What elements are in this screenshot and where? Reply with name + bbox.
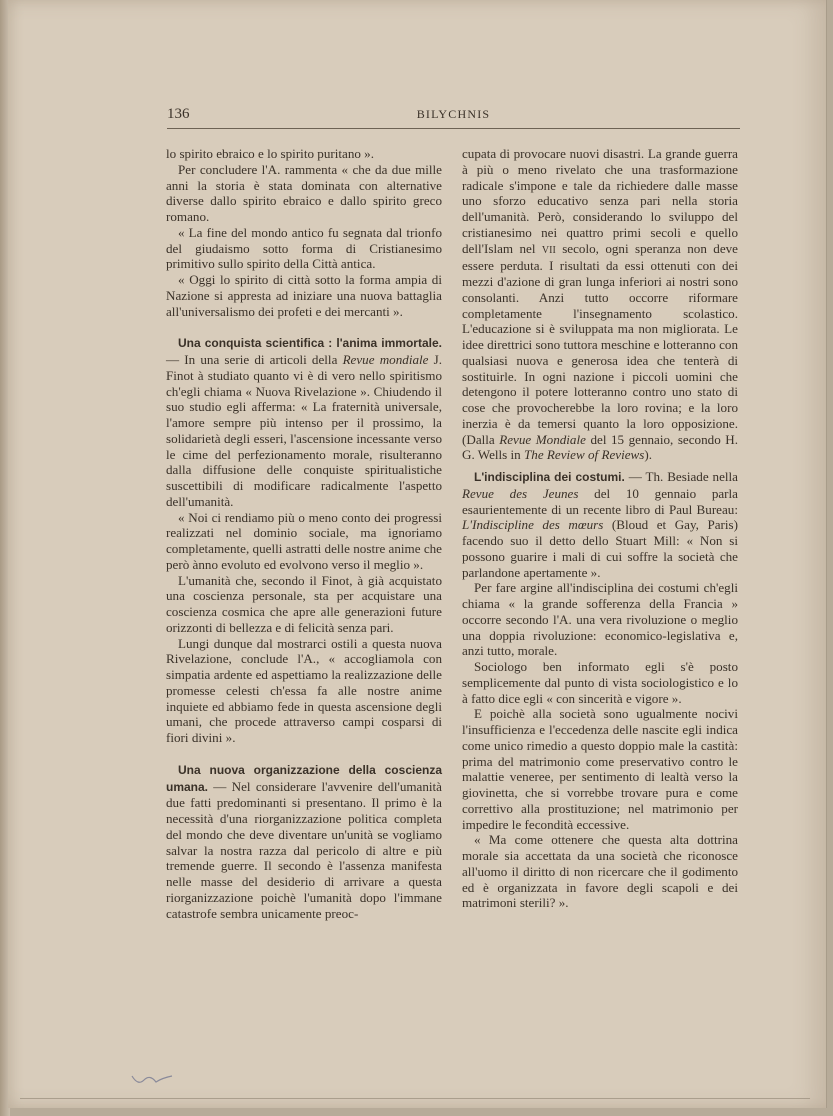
- text-run: secolo, ogni speranza non deve essere perduta. I risultati da essi ottenuti con dei mezzi d'azione di gran lunga inferiori ai nostri sono consolanti. Anzi tutto occorre riformare completamente l'insegnamento scolastico. L'educazione si è sviluppata ma non migliorata. Le idee direttrici sono tuttora meschine e lotteranno con qualsiasi nuova e generosa idea che tenterà di sostituirle. In ogni nazione i piccoli uomini che detengono il potere lotteranno contro uno stato di cose che provocherebbe la loro rovina; e la loro inerzia è da temersi quanto la loro opposizione. (Dalla: [462, 240, 738, 447]
- right-column: [462, 146, 738, 911]
- page-header: [167, 106, 740, 129]
- paragraph: [462, 146, 738, 463]
- paragraph: Per concludere l'A. rammenta « che da due mille anni la storia è stata dominata con alternative diverse dallo spirito ebraico e dallo spirito greco romano.: [166, 161, 442, 224]
- page-number: 136: [167, 106, 190, 122]
- section-heading: Una nuova organizzazione della coscienza umana.: [166, 762, 442, 794]
- section-paragraph: [166, 762, 442, 922]
- pencil-mark: [130, 1070, 174, 1088]
- text-run: ).: [644, 447, 652, 463]
- section-heading: L'indisciplina dei costumi.: [474, 470, 625, 484]
- small-caps-run: VII: [541, 244, 556, 256]
- paragraph: « Oggi lo spirito di città sotto la forma ampia di Nazione si appresta ad iniziare una nuova battaglia all'universalismo dei profeti e dei mercanti ».: [166, 272, 442, 319]
- paragraph: « Noi ci rendiamo più o meno conto dei progressi realizzati nel dominio sociale, ma ignoriamo completamente, quelli astratti delle nostre anime che però ànno evoluto ed evolvono verso il meglio ».: [166, 509, 442, 572]
- text-run: cupata di provocare nuovi disastri. La grande guerra à più o meno rivelato che una trasformazione radicale s'impone e tale da richiedere dalle masse uno sforzo educativo senza pari nella storia dell'umanità. Però, considerando lo sviluppo del cristianesimo nei quattro primi secoli e quello dell'Islam nel: [462, 146, 738, 256]
- section-paragraph: [166, 335, 442, 509]
- text-run: del 10 gennaio parla esaurientemente di un recente libro di Paul Bureau:: [462, 485, 738, 517]
- text-run: — Nel considerare l'avvenire dell'umanità due fatti predominanti si presentano. Il primo è la necessità d'una riorganizzazione politica completa del mondo che deve diventare un'unità se vogliamo salvar la nostra razza dal pericolo di altre e più tremende guerre. Il secondo è l'assenza manifesta nelle masse del desiderio di arrivare a questa riorganizzazione poichè l'umanità dopo l'immane catastrofe sembra unicamente preoc-: [166, 778, 442, 921]
- paragraph: « Ma come ottenere che questa alta dottrina morale sia accettata da una società che riconosce all'uomo il diritto di non ricercare che il godimento ed è organizzata in favore degli scapoli e dei matrimoni sterili? ».: [462, 832, 738, 911]
- text-run: — Th. Besiade nella: [624, 469, 738, 484]
- italic-title: The Review of Reviews: [524, 447, 645, 463]
- text-run: del 15 gennaio, secondo H. G. Wells in: [462, 431, 738, 463]
- italic-title: Revue des Jeunes: [462, 485, 579, 501]
- paragraph: L'umanità che, secondo il Finot, à già acquistato una coscienza personale, sta per acquistare una coscienza cosmica che apre alle generazioni future orizzonti di bellezza e di felicità senza pari.: [166, 572, 442, 635]
- paragraph: lo spirito ebraico e lo spirito puritano ».: [166, 146, 375, 161]
- section-heading: Una conquista scientifica : l'anima immortale.: [178, 336, 442, 351]
- paragraph: Lungi dunque dal mostrarci ostili a questa nuova Rivelazione, conclude l'A., « accogliamola con simpatia ardente ed aspettiamo la realizzazione delle promesse celesti ch'essa fa alle nostre anime inquiete ed abbiamo fede in questa ascensione degli umani, che procede attraverso campi cosparsi di fiori divini ».: [166, 635, 442, 745]
- section-paragraph: [462, 469, 738, 580]
- italic-title: Revue mondiale: [342, 352, 429, 367]
- text-run: — In una serie di articoli della: [166, 352, 343, 367]
- paragraph: « La fine del mondo antico fu segnata dal trionfo del giudaismo sotto forma di Cristianesimo primitivo sullo spirito della Città antica.: [166, 224, 442, 272]
- paragraph: Sociologo ben informato egli s'è posto semplicemente dal punto di vista sociologistico e lo à fatto dice egli « con sincerità e vigore ».: [462, 659, 738, 706]
- left-column: [166, 146, 442, 921]
- italic-title: Revue Mondiale: [499, 431, 586, 447]
- page-bottom-edge: [20, 1098, 810, 1099]
- text-run: (Bloud et Gay, Paris) facendo suo il detto dello Stuart Mill: « Non si possono guarire i mali di cui soffre la società che parlandone apertamente ».: [462, 517, 738, 580]
- paragraph: E poichè alla società sono ugualmente nocivi l'insufficienza e l'eccedenza delle nascite egli indica come unico rimedio a questo doppio male la castità: prima del matrimonio come preservativo contro le malattie veneree, per sentimento di lealtà verso la giovinetta, che si vorrebbe trovare pura e come correttivo alla prostituzione; nel matrimonio per impedire le fecondità eccessive.: [462, 706, 738, 832]
- running-title: BILYCHNIS: [416, 107, 491, 121]
- text-run: J. Finot à studiato quanto vi è di vero nello spiritismo ch'egli chiama « Nuova Rivelazione ». Chiudendo il suo studio egli afferma: « La fraternità universale, l'amore sempre più intenso per il prossimo, la solidarietà degli esseri, l'ascensione incessante verso le cime del perfezionamento morale, risulteranno dalla diffusione delle conquiste spiritualistiche suscettibili di modificare radicalmente l'aspetto dell'umanità.: [166, 352, 442, 509]
- paragraph: Per fare argine all'indisciplina dei costumi ch'egli chiama « la grande sofferenza della Francia » occorre secondo l'A. una vera rivoluzione o meglio una doppia rivoluzione: economico-legislativa e, anzi tutto, morale.: [462, 580, 738, 659]
- italic-title: L'Indiscipline des mœurs: [462, 517, 604, 533]
